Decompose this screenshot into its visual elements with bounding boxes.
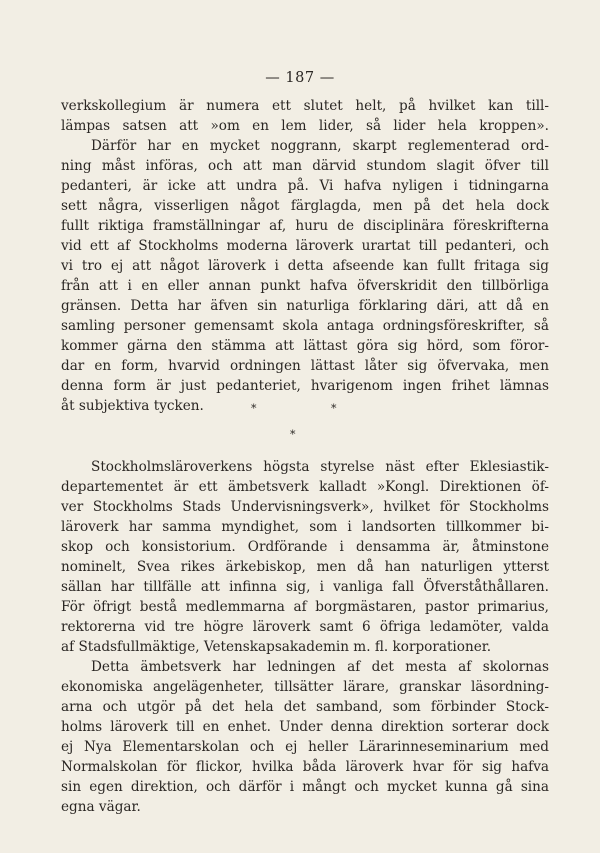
text-line: ning måst införas, och att man därvid stundom slagit öfver till — [61, 158, 549, 174]
text-line: kommer gärna den stämma att lättast göra sig hörd, som föror- — [61, 338, 549, 354]
text-line: Stockholmsläroverkens högsta styrelse näst efter Eklesiastik- — [91, 459, 549, 475]
page-number: — 187 — — [265, 70, 335, 86]
text-line: sällan har tillfälle att infinna sig, i vanliga fall Öfverståthållaren. — [61, 579, 549, 595]
text-line: gränsen. Detta har äfven sin naturliga förklaring däri, att då en — [61, 298, 549, 314]
section-2 — [61, 457, 549, 817]
separator-star: * — [251, 402, 257, 415]
text-line: För öfrigt bestå medlemmarna af borgmästaren, pastor primarius, — [61, 599, 549, 615]
text-line: dar en form, hvarvid ordningen lättast låter sig öfvervaka, men — [61, 358, 549, 374]
text-line: ej Nya Elementarskolan och ej heller Lärarinneseminarium med — [61, 739, 549, 755]
text-line: verkskollegium är numera ett slutet helt, på hvilket kan till- — [61, 98, 549, 114]
separator-star: * — [331, 402, 337, 415]
text-line: af Stadsfullmäktige, Vetenskapsakademin m. fl. korporationer. — [61, 639, 492, 655]
text-line: lämpas satsen att »om en lem lider, så lider hela kroppen». — [61, 118, 549, 134]
text-line: skop och konsistorium. Ordförande i densamma är, åtminstone — [61, 539, 549, 555]
text-line: Normalskolan för flickor, hvilka båda läroverk hvar för sig hafva — [61, 759, 549, 775]
text-line: läroverk har samma myndighet, som i landsorten tillkommer bi- — [61, 519, 549, 535]
text-line: sett några, visserligen något färglagda, men på det hela dock — [61, 198, 549, 214]
text-line: sin egen direktion, och därför i mångt och mycket kunna gå sina — [61, 779, 549, 795]
text-line: nominelt, Svea rikes ärkebiskop, men då han naturligen ytterst — [61, 559, 549, 575]
text-line: vid ett af Stockholms moderna läroverk urartat till pedanteri, och — [61, 238, 549, 254]
text-line: samling personer gemensamt skola antaga ordningsföreskrifter, så — [61, 318, 549, 334]
section-1 — [61, 96, 549, 416]
text-line: Därför har en mycket noggrann, skarpt reglementerad ord- — [91, 138, 549, 154]
text-line: ekonomiska angelägenheter, tillsätter lärare, granskar läsordning- — [61, 679, 549, 695]
separator-star: * — [290, 428, 296, 441]
text-line: egna vägar. — [61, 799, 141, 815]
text-line: åt subjektiva tycken. — [61, 398, 204, 414]
text-line: fullt riktiga framställningar af, huru de disciplinära föreskrifterna — [61, 218, 549, 234]
text-line: rektorerna vid tre högre läroverk samt 6 öfriga ledamöter, valda — [61, 619, 549, 635]
text-line: Detta ämbetsverk har ledningen af det mesta af skolornas — [91, 659, 549, 675]
text-line: pedanteri, är icke att undra på. Vi hafva nyligen i tidningarna — [61, 178, 549, 194]
text-line: holms läroverk till en enhet. Under denna direktion sorterar dock — [61, 719, 549, 735]
text-line: denna form är just pedanteriet, hvarigenom ingen frihet lämnas — [61, 378, 549, 394]
text-line: vi tro ej att något läroverk i detta afseende kan fullt fritaga sig — [61, 258, 549, 274]
text-line: departementet är ett ämbetsverk kalladt »Kongl. Direktionen öf- — [61, 479, 549, 495]
text-line: ver Stockholms Stads Undervisningsverk», hvilket för Stockholms — [61, 499, 549, 515]
text-line: från att i en eller annan punkt hafva öfverskridit den tillbörliga — [61, 278, 549, 294]
text-line: arna och utgör på det hela det samband, som förbinder Stock- — [61, 699, 549, 715]
